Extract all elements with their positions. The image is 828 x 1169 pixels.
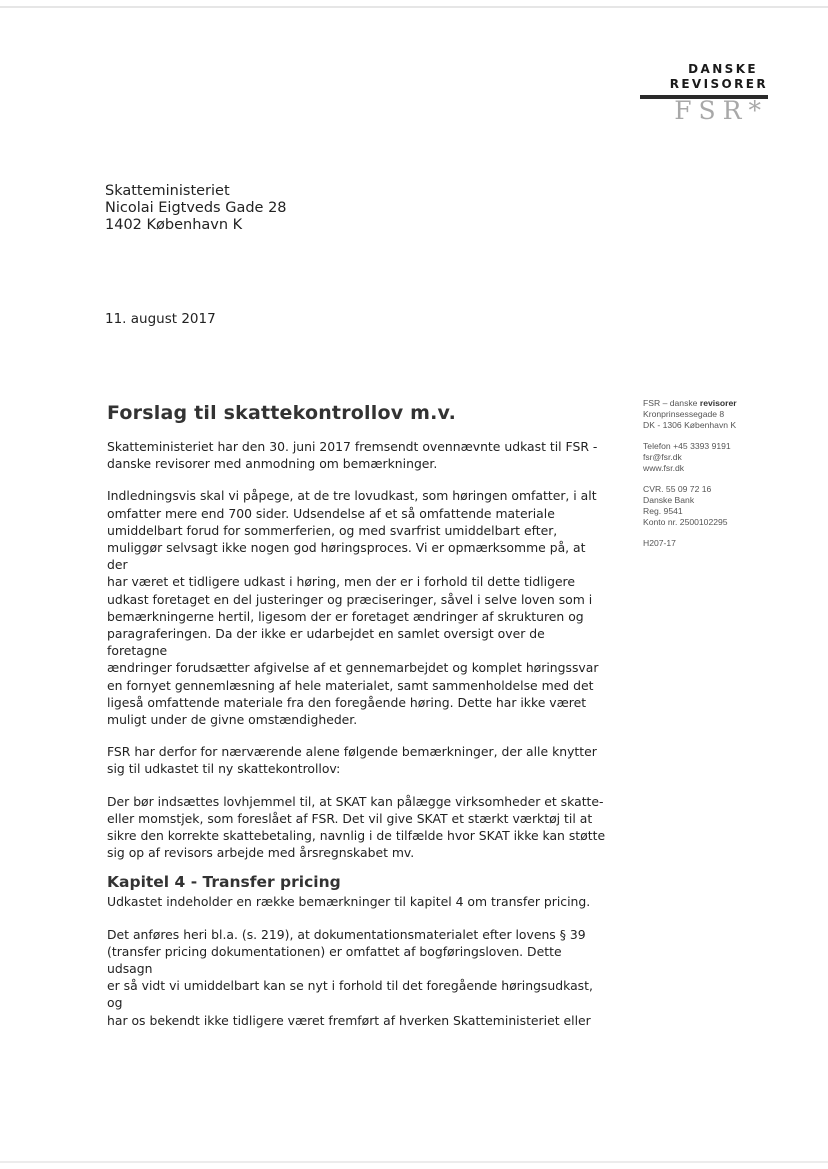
text-line: udkast foretaget en del justeringer og præciseringer, såvel i selve loven som i xyxy=(107,591,593,607)
text-line: danske revisorer med anmodning om bemærkninger. xyxy=(107,456,438,472)
text-line: eller momstjek, som foreslået af FSR. Det vil give SKAT et stærkt værktøj til at xyxy=(107,810,593,826)
letter-title: Forslag til skattekontrollov m.v. xyxy=(107,402,456,424)
text-line: sig til udkastet til ny skattekontrollov: xyxy=(107,761,341,777)
paragraph xyxy=(107,438,607,472)
text-line: har været et tidligere udkast i høring, men der er i forhold til dette tidligere xyxy=(107,574,576,590)
sender-web: www.fsr.dk xyxy=(643,463,685,473)
text-line: bemærkningerne hertil, ligesom der er foretaget ændringer af skrukturen og xyxy=(107,608,584,624)
fsr-logo xyxy=(638,62,768,125)
paragraph xyxy=(107,743,607,777)
recipient-name: Skatteministeriet xyxy=(105,183,230,199)
sender-bank-name: Danske Bank xyxy=(643,495,695,505)
sender-cvr: CVR. 55 09 72 16 xyxy=(643,484,712,494)
sender-email: fsr@fsr.dk xyxy=(643,452,682,462)
logo-danske: DANSKE xyxy=(688,62,758,76)
letter-date: 11. august 2017 xyxy=(105,311,216,327)
text-line: er så vidt vi umiddelbart kan se nyt i forhold til det foregående høringsudkast, og xyxy=(107,978,593,1011)
recipient-city: 1402 København K xyxy=(105,217,243,233)
page-edge-top xyxy=(0,6,828,8)
logo-fsr-mark: FSR* xyxy=(674,96,768,125)
text-line: omfatter mere end 700 sider. Udsendelse af et så omfattende materiale xyxy=(107,505,555,521)
sender-contact xyxy=(643,441,783,474)
paragraph xyxy=(107,893,607,910)
sender-reg: Reg. 9541 xyxy=(643,506,683,516)
text-line: Der bør indsættes lovhjemmel til, at SKAT kan pålægge virksomheder et skatte- xyxy=(107,793,604,809)
text-line: (transfer pricing dokumentationen) er omfattet af bogføringsloven. Dette udsagn xyxy=(107,943,562,977)
text-line: ændringer forudsætter afgivelse af et gennemarbejdet og komplet høringssvar xyxy=(107,660,599,676)
recipient-address xyxy=(105,183,287,234)
text-line: sikre den korrekte skattebetaling, navnlig i de tilfælde hvor SKAT ikke kan støtte xyxy=(107,828,606,844)
sender-account: Konto nr. 2500102295 xyxy=(643,517,728,527)
text-line: Det anføres heri bl.a. (s. 219), at dokumentationsmaterialet efter lovens § 39 xyxy=(107,926,586,942)
section-heading: Kapitel 4 - Transfer pricing xyxy=(107,873,341,892)
text-line: muligt under de givne omstændigheder. xyxy=(107,712,358,728)
paragraph xyxy=(107,926,607,1029)
text-line: Skatteministeriet har den 30. juni 2017 fremsendt ovennævnte udkast til FSR - xyxy=(107,439,598,454)
paragraph xyxy=(107,487,607,728)
sender-org-prefix: FSR – danske xyxy=(643,398,700,408)
text-line: har os bekendt ikke tidligere været fremført af hverken Skatteministeriet eller xyxy=(107,1012,591,1028)
sender-org-bold: revisorer xyxy=(699,398,737,408)
sender-info xyxy=(643,398,783,559)
sender-address xyxy=(643,398,783,431)
sender-org xyxy=(643,398,783,409)
sender-ref: H207-17 xyxy=(643,538,676,548)
text-line: sig op af revisors arbejde med årsregnskabet mv. xyxy=(107,845,415,861)
sender-street: Kronprinsessegade 8 xyxy=(643,409,725,419)
page-edge-bottom xyxy=(0,1161,828,1163)
sender-city: DK - 1306 København K xyxy=(643,420,737,430)
text-line: umiddelbart forud for sommerferien, og med svarfrist umiddelbart efter, xyxy=(107,522,558,538)
text-line: muliggør selvsagt ikke nogen god høringsproces. Vi er opmærksomme på, at der xyxy=(107,540,586,573)
text-line: Udkastet indeholder en række bemærkninger til kapitel 4 om transfer pricing. xyxy=(107,894,591,910)
paragraph xyxy=(107,793,607,862)
text-line: en fornyet gennemlæsning af hele materialet, samt sammenholdelse med det xyxy=(107,677,594,693)
recipient-street: Nicolai Eigtveds Gade 28 xyxy=(105,200,287,216)
text-line: ligeså omfattende materiale fra den foregående høring. Dette har ikke været xyxy=(107,694,587,710)
text-line: Indledningsvis skal vi påpege, at de tre lovudkast, som høringen omfatter, i alt xyxy=(107,488,597,504)
sender-phone: Telefon +45 3393 9191 xyxy=(643,441,731,451)
text-line: FSR har derfor for nærværende alene følgende bemærkninger, der alle knytter xyxy=(107,744,597,760)
letter-body xyxy=(107,402,607,1044)
sender-bank xyxy=(643,484,783,528)
text-line: paragraferingen. Da der ikke er udarbejdet en samlet oversigt over de foretagne xyxy=(107,626,545,659)
logo-revisorer: REVISORER xyxy=(669,77,768,91)
